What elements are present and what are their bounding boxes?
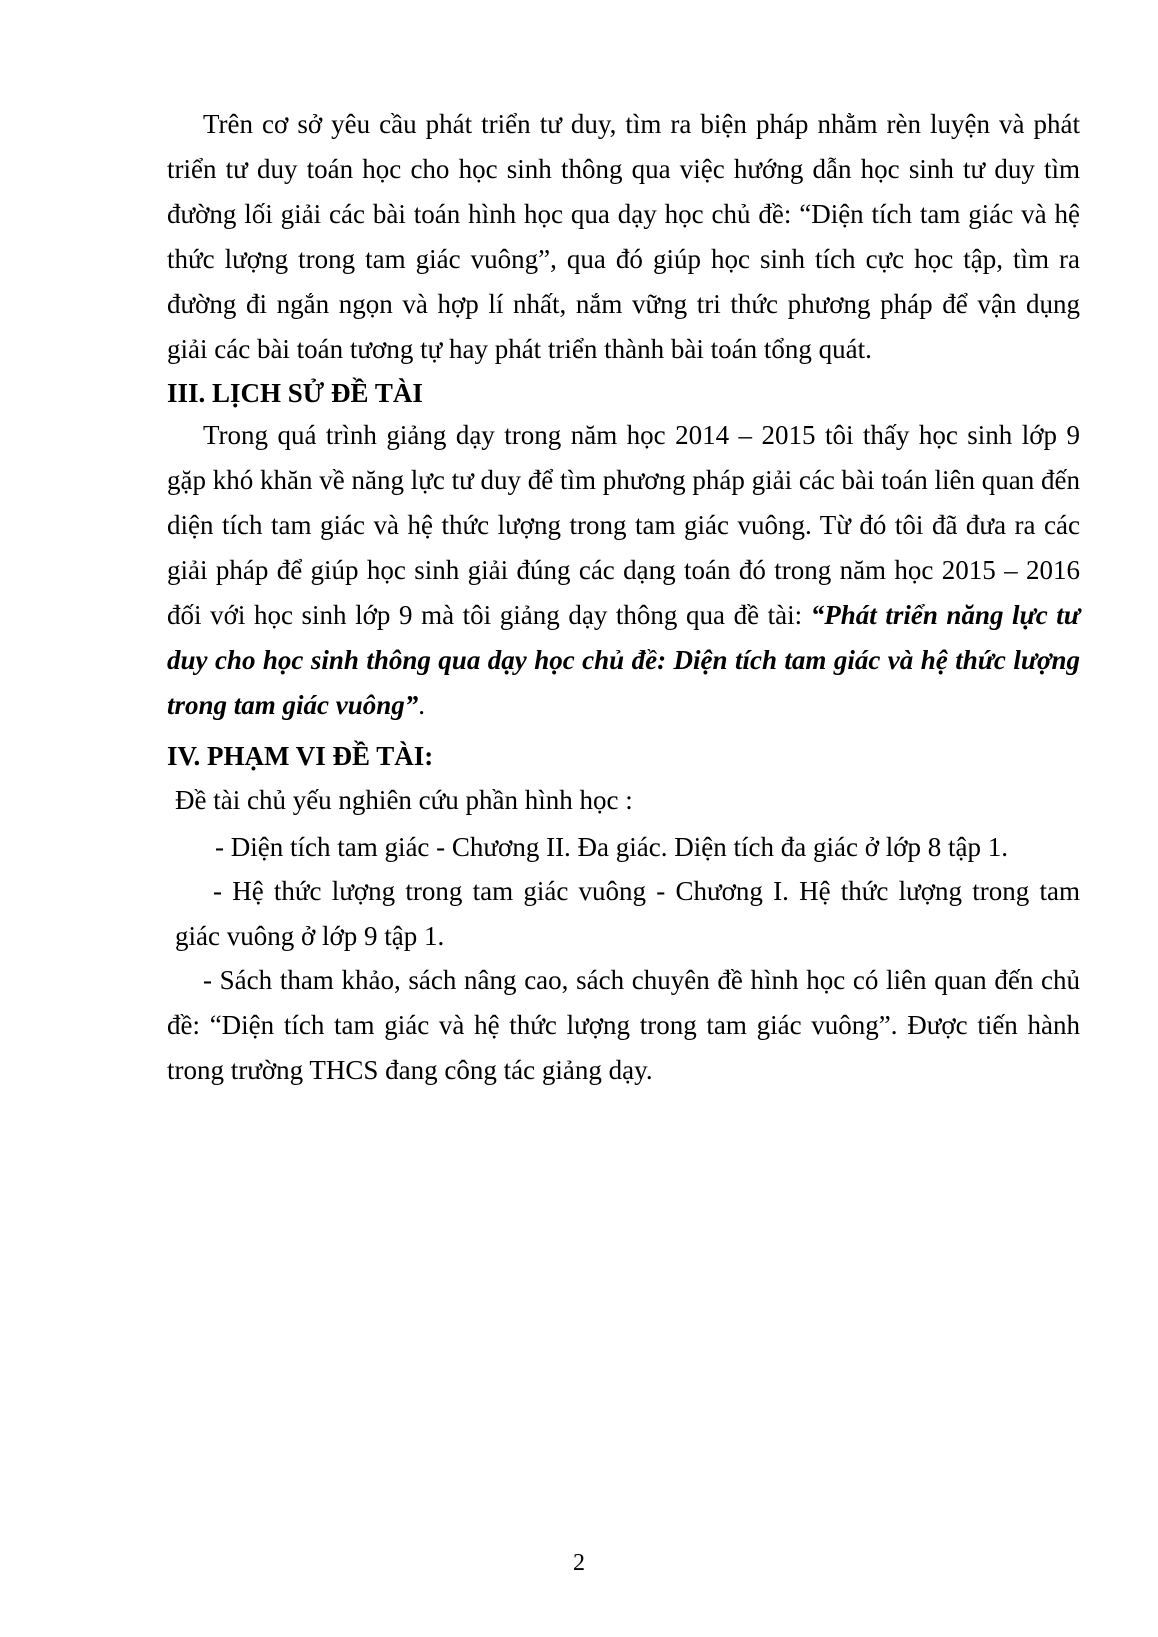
scope-intro: Đề tài chủ yếu nghiên cứu phần hình học : (175, 785, 633, 815)
scope-item-right-triangle-line2: giác vuông ở lớp 9 tập 1. (175, 921, 445, 951)
history-paragraph (167, 413, 1080, 728)
references-paragraph: - Sách tham khảo, sách nâng cao, sách chuyên đề hình học có liên quan đến chủ đề: “Diện tích tam giác và hệ thức lượng trong tam giác vuông”. Được tiến hành trong trường THCS đang công tác giảng dạy. (167, 965, 1080, 1085)
scope-item-references (167, 958, 1080, 1093)
intro-section (167, 102, 1080, 372)
page-number: 2 (573, 1550, 585, 1576)
history-heading: III. LỊCH SỬ ĐỀ TÀI (167, 378, 423, 408)
intro-paragraph: Trên cơ sở yêu cầu phát triển tư duy, tìm ra biện pháp nhằm rèn luyện và phát triển tư duy toán học cho học sinh thông qua việc hướng dẫn học sinh tư duy tìm đường lối giải các bài toán hình học qua dạy học chủ đề: “Diện tích tam giác và hệ thức lượng trong tam giác vuông”, qua đó giúp học sinh tích cực học tập, tìm ra đường đi ngắn ngọn và hợp lí nhất, nắm vững tri thức phương pháp để vận dụng giải các bài toán tương tự hay phát triển thành bài toán tổng quát. (167, 109, 1080, 364)
scope-item-right-triangle-line1: - Hệ thức lượng trong tam giác vuông - Chương I. Hệ thức lượng trong tam (213, 876, 1080, 906)
scope-item-triangle-area: - Diện tích tam giác - Chương II. Đa giác. Diện tích đa giác ở lớp 8 tập 1. (215, 832, 1008, 862)
history-paragraph-end: . (418, 690, 426, 720)
history-paragraph-lead: Trong quá trình giảng dạy trong năm học 2014 – 2015 tôi thấy học sinh lớp 9 gặp khó khăn về năng lực tư duy để tìm phương pháp giải các bài toán liên quan đến diện tích tam giác và hệ thức lượng trong tam giác vuông. Từ đó tôi đã đưa ra các giải pháp để giúp học sinh giải đúng các dạng toán đó trong năm học 2015 – 2016 đối với học sinh lớp 9 mà tôi giảng dạy thông qua đề tài: (167, 420, 1080, 630)
history-section (167, 413, 1080, 728)
scope-heading: IV. PHẠM VI ĐỀ TÀI: (167, 741, 434, 771)
thesis-title: “Phát triển năng lực tư duy cho học sinh thông qua dạy học chủ đề: Diện tích tam giác và hệ thức lượng trong tam giác vuông” (167, 600, 1080, 720)
